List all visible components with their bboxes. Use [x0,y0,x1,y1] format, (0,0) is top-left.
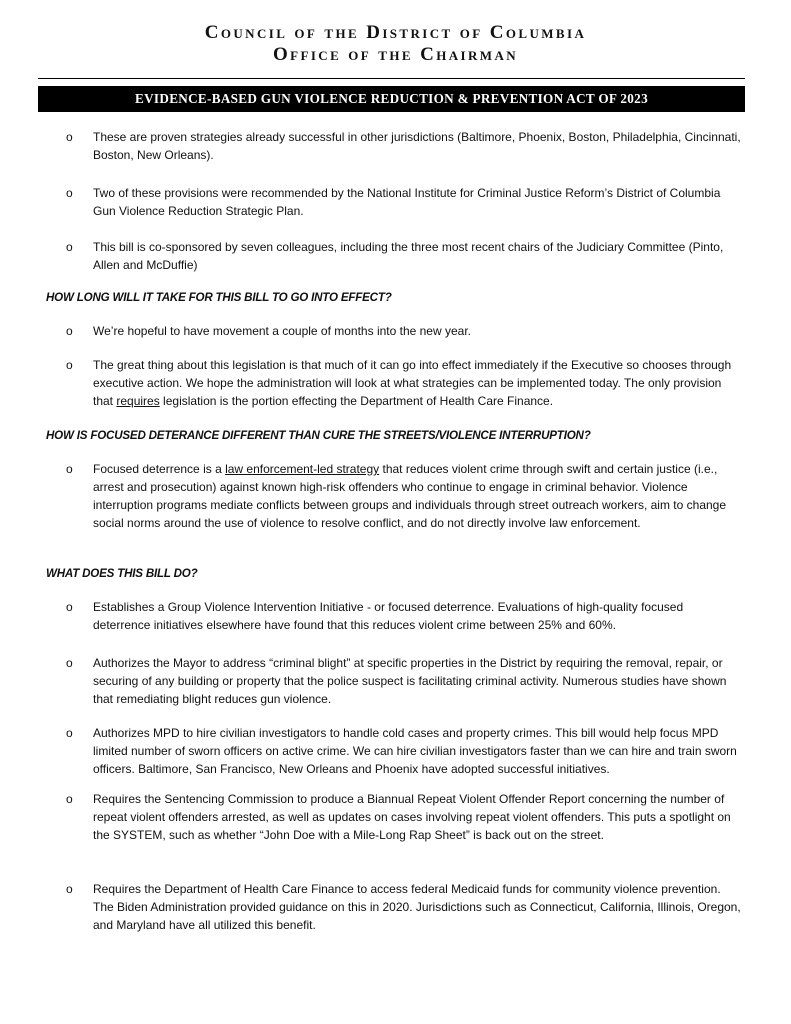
bullet-text [93,460,741,532]
bullet-text [93,356,741,410]
bullet-marker: o [66,240,73,254]
underlined-term: requires [116,394,160,408]
bullet-text: Authorizes MPD to hire civilian investigators to handle cold cases and property crimes. This bill would help focus MPD limited number of sworn officers on active crime. We can hire civilian investigators faster than we can hire and train sworn officers. Baltimore, San Francisco, New Orleans and Phoenix have adopted successful initiatives. [93,726,737,776]
bullet-marker: o [66,726,73,740]
section-heading-effective-date: HOW LONG WILL IT TAKE FOR THIS BILL TO GO INTO EFFECT? [46,291,392,304]
bullet-text: Authorizes the Mayor to address “criminal blight” at specific properties in the District by requiring the removal, repair, or securing of any building or property that the police suspect is facilitating criminal activity. Numerous studies have shown that remediating blight reduces gun violence. [93,656,727,706]
bullet-marker: o [66,882,73,896]
bullet-marker: o [66,792,73,806]
bullet-text: This bill is co-sponsored by seven colleagues, including the three most recent chairs of the Judiciary Committee (Pinto, Allen and McDuffie) [93,240,724,272]
bullet-text: These are proven strategies already successful in other jurisdictions (Baltimore, Phoenix, Boston, Philadelphia, Cincinnati, Boston, New Orleans). [93,130,741,162]
letterhead-office: Office of the Chairman [272,44,519,65]
bullet-text-part: Focused deterrence is a [93,462,226,476]
section-heading-what-bill-does: WHAT DOES THIS BILL DO? [46,567,198,580]
bill-title-banner: EVIDENCE-BASED GUN VIOLENCE REDUCTION & PREVENTION ACT OF 2023 [38,86,745,112]
bullet-text: Establishes a Group Violence Intervention Initiative - or focused deterrence. Evaluations of high-quality focused deterrence initiatives elsewhere have found that this reduces violent crime between 25% and 60%. [93,600,684,632]
bullet-text-part: that reduces violent crime through swift and certain justice (i.e., arrest and prosecution) against known high-risk offenders who continue to engage in criminal behavior. Violence interruption programs mediate conflicts between groups and individuals through street outreach workers, aim to change social norms around the use of violence to resolve conflict, and do not directly involve law enforcement. [93,462,727,530]
letterhead-council: Council of the District of Columbia [204,22,587,43]
bullet-marker: o [66,462,73,476]
bullet-marker: o [66,130,73,144]
bullet-marker: o [66,324,73,338]
bullet-marker: o [66,358,73,372]
header-divider [38,78,745,79]
bullet-text: We’re hopeful to have movement a couple of months into the new year. [93,324,471,338]
bullet-text: Requires the Sentencing Commission to produce a Biannual Repeat Violent Offender Report concerning the number of repeat violent offenders arrested, as well as updates on cases involving repeat violent offenders. This puts a spotlight on the SYSTEM, such as whether “John Doe with a Mile-Long Rap Sheet” is back out on the street. [93,792,731,842]
section-heading-focused-deterrence: HOW IS FOCUSED DETERANCE DIFFERENT THAN CURE THE STREETS/VIOLENCE INTERRUPTION? [46,429,591,442]
bullet-marker: o [66,600,73,614]
underlined-term: law enforcement-led strategy [225,462,380,476]
letterhead [0,22,791,65]
bullet-text: Two of these provisions were recommended by the National Institute for Criminal Justice Reform’s District of Columbia Gun Violence Reduction Strategic Plan. [93,186,721,218]
bullet-text-part: The great thing about this legislation is that much of it can go into effect immediately if the Executive so chooses through executive action. We hope the administration will look at what strategies can be implemented today. The only provision that [93,358,732,408]
bullet-marker: o [66,186,73,200]
bullet-text: Requires the Department of Health Care Finance to access federal Medicaid funds for community violence prevention. The Biden Administration provided guidance on this in 2020. Jurisdictions such as Connecticut, California, Illinois, Oregon, and Maryland have all utilized this benefit. [93,882,741,932]
bullet-text-part: legislation is the portion effecting the Department of Health Care Finance. [159,394,554,408]
bullet-marker: o [66,656,73,670]
